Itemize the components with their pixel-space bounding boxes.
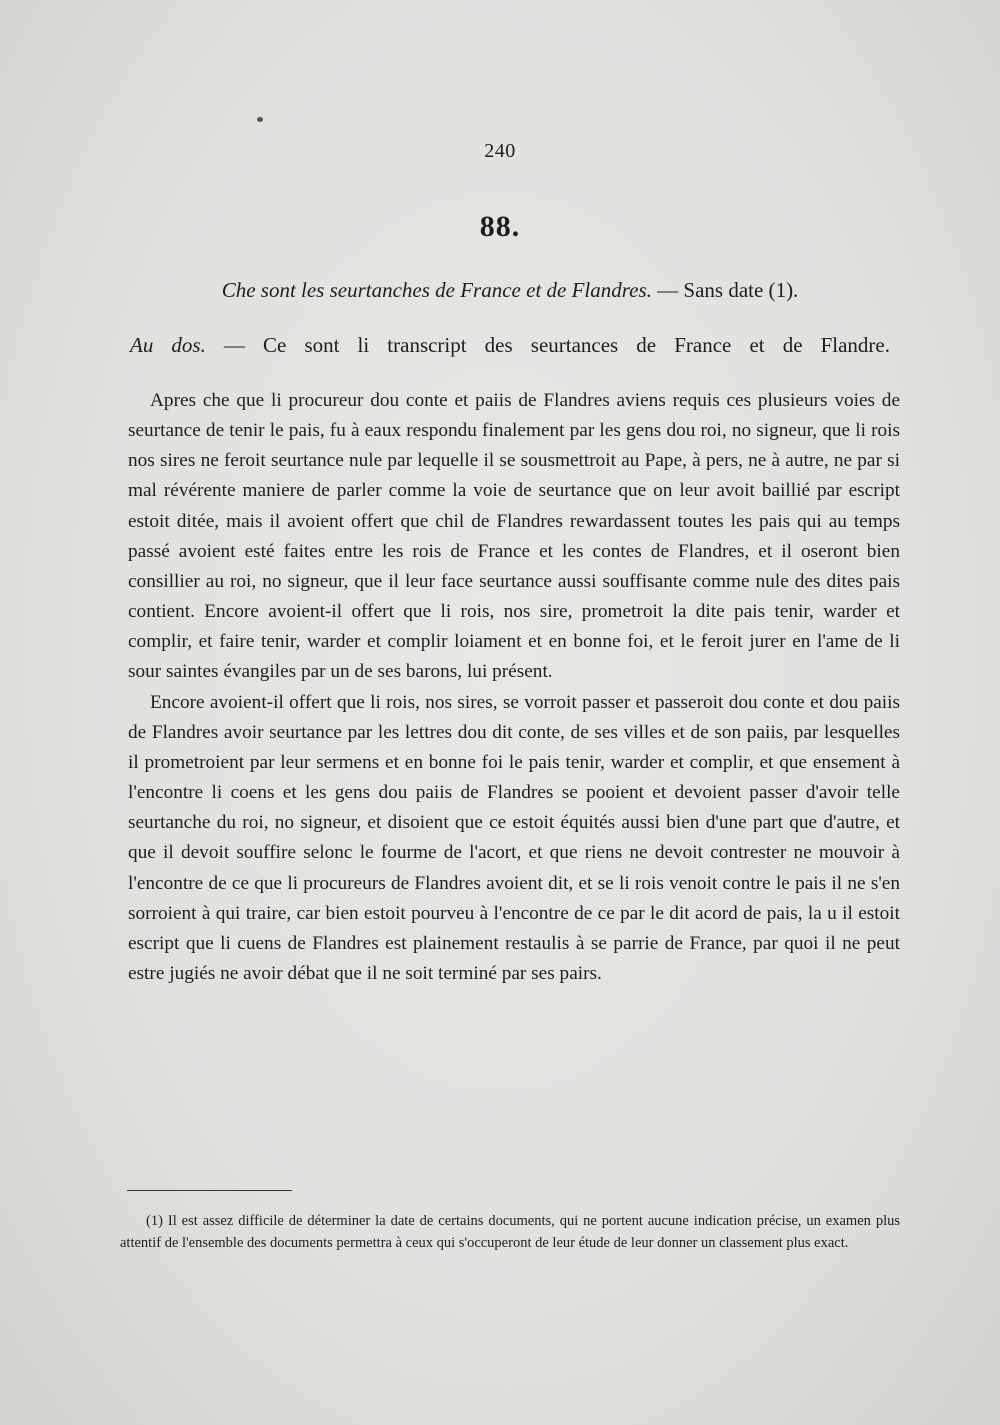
paragraph: Apres che que li procureur dou conte et paiis de Flandres aviens requis ces plusieurs voies de seurtance de tenir le pais, fu à eaux respondu finalement par les gens dou roi, no signeur, que li rois nos sires ne feroit seurtance nule par lequelle il se sousmettroit au Pape, à pers, ne à autre, ne par si mal révérente maniere de parler comme la voie de seurtance que on leur avoit baillié par escript estoit ditée, mais il avoient offert que chil de Flandres rewardassent toutes les pais qui au temps passé avoient esté faites entre les rois de France et les contes de Flandres, et il oseront bien consillier au roi, no signeur, que il leur face seurtance aussi souffisante comme nule des dites pais contient. Encore avoient-il offert que li rois, nos sire, prometroit la dite pais tenir, warder et complir, et faire tenir, warder et complir loiament et en bonne foi, et le feroit jurer en l'ame de li sour saintes évangiles par un de ses barons, lui présent. (128, 390, 900, 683)
endorsement-line (130, 330, 890, 360)
title-date: — Sans date ( (651, 278, 776, 302)
paragraph: Encore avoient-il offert que li rois, nos sires, se vorroit passer et passeroit dou conte et dou paiis de Flandres avoir seurtance par les lettres dou dit conte, de ses villes et de son paiis, par lesquelles il prometroient par leur sermens et en bonne foi le pais tenir, warder et complir, et que ensement à l'encontre li coens et les gens dou paiis de Flandres se pooient et devoient passer d'avoir telle seurtanche du roi, no signeur, et disoient que ce estoit équités aussi bien d'une part que d'autre, et que il devoit souffire selonc le fourme de l'acort, et que riens ne devoit contrester ne mouvoir à l'encontre de ce que li procureurs de Flandres avoient dit, et se li rois venoit contre le pais il ne s'en sorroient à qui traire, car bien estoit pourveu à l'encontre de ce par le dit acord de pais, la u il estoit escript que li cuens de Flandres est plainement restaulis à se parrie de France, par quoi il ne peut estre jugiés ne avoir débat que il ne soit terminé par ses pairs. (128, 691, 900, 984)
footnote-text: Il est assez difficile de déterminer la date de certains documents, qui ne portent aucune indication précise, un examen plus attentif de l'ensemble des documents permettra à ceux qui s'occuperont de leur étude de leur donner un classement plus exact. (120, 1213, 900, 1251)
title-italic: Che sont les seurtanches de France et de Flandres. (221, 278, 652, 302)
endorsement-label: Au dos. (130, 333, 206, 357)
document-number: 88. (479, 210, 521, 243)
title-close: ). (786, 278, 799, 302)
endorsement-text: — Ce sont li transcript des seurtances de France et de Flandre. (205, 333, 890, 357)
body-text (128, 386, 900, 989)
footnote (120, 1210, 900, 1254)
ink-mark (257, 117, 263, 122)
footnote-reference: 1 (775, 278, 787, 302)
page-number: 240 (484, 140, 516, 162)
footnote-divider (127, 1190, 292, 1191)
footnote-label: (1) (146, 1213, 163, 1229)
document-title (130, 275, 890, 305)
